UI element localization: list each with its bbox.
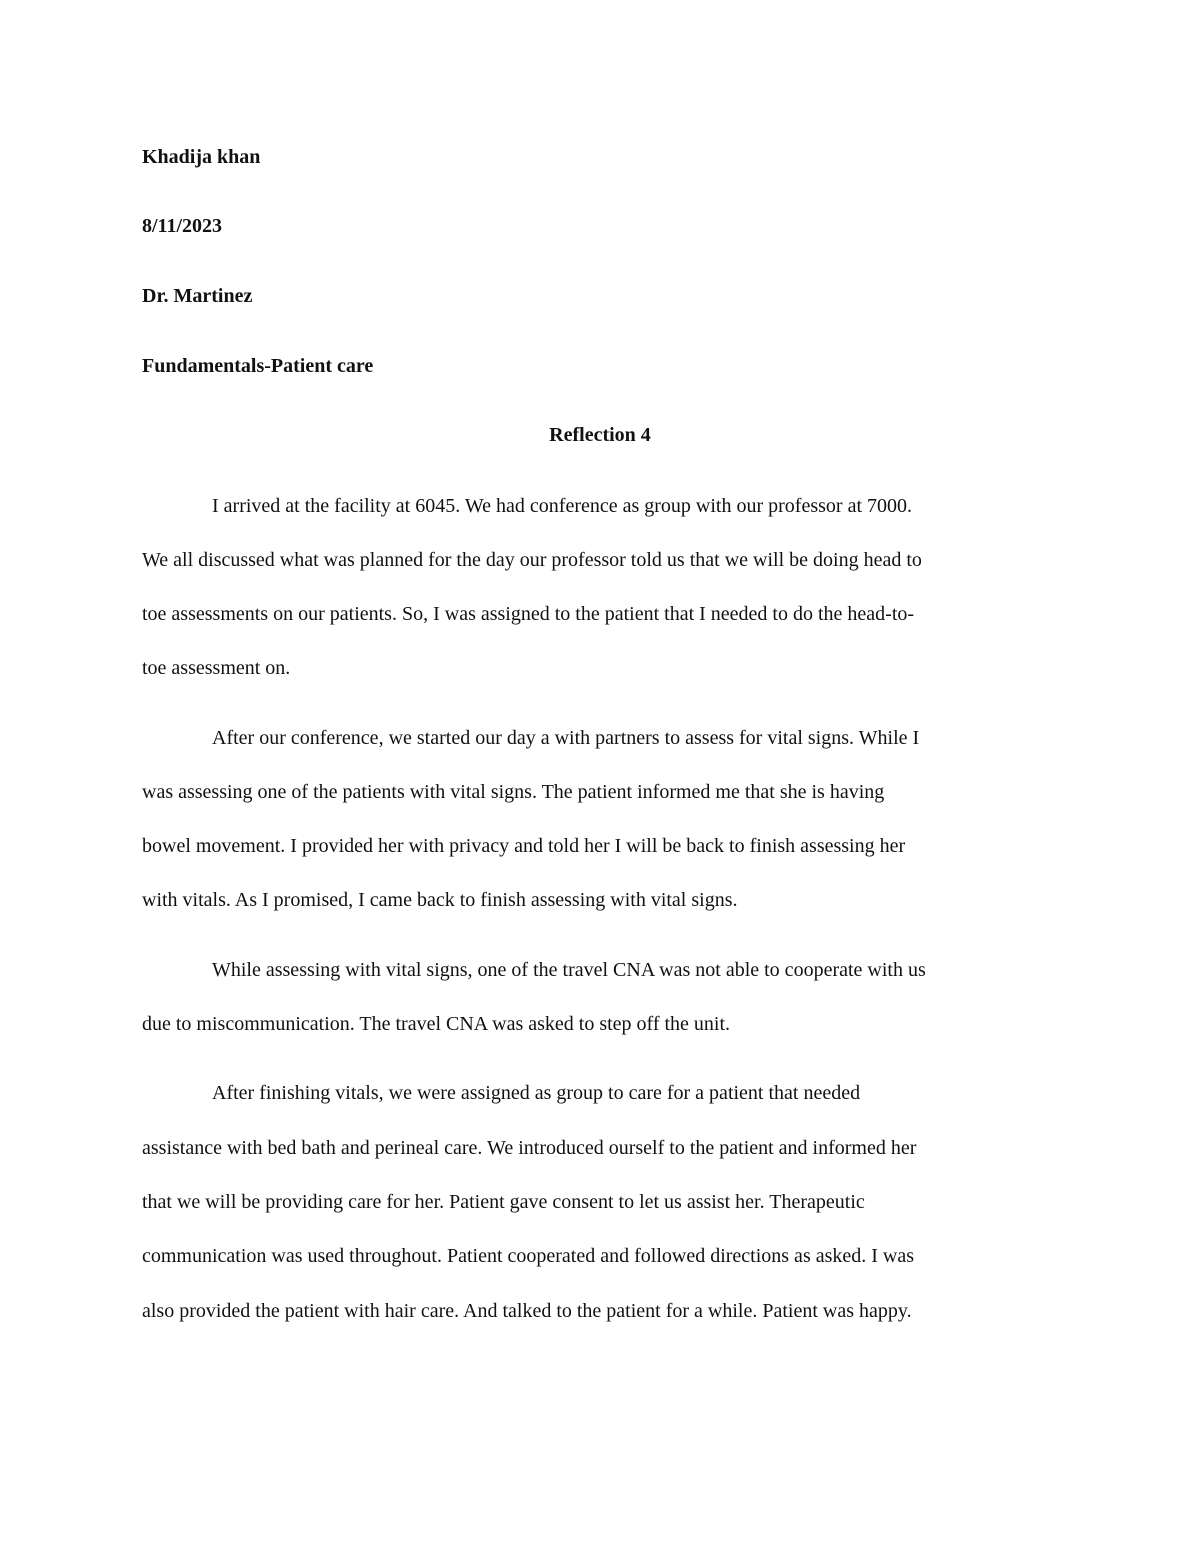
paragraph-line: communication was used throughout. Patient cooperated and followed directions as asked. I was [142, 1245, 915, 1267]
course-name: Fundamentals-Patient care [142, 355, 374, 377]
paragraph-line: While assessing with vital signs, one of the travel CNA was not able to cooperate with us [212, 959, 926, 981]
paragraph-line: After our conference, we started our day a with partners to assess for vital signs. While I [212, 727, 920, 749]
assignment-date: 8/11/2023 [142, 215, 223, 237]
paragraph-line: We all discussed what was planned for the day our professor told us that we will be doing head to [142, 549, 922, 571]
paragraph-line: with vitals. As I promised, I came back to finish assessing with vital signs. [142, 889, 738, 911]
paragraph-line: I arrived at the facility at 6045. We had conference as group with our professor at 7000. [212, 495, 912, 517]
paragraph-line: toe assessment on. [142, 657, 291, 679]
paragraph-line: bowel movement. I provided her with privacy and told her I will be back to finish assessing her [142, 835, 906, 857]
paragraph-line: After finishing vitals, we were assigned as group to care for a patient that needed [212, 1082, 861, 1104]
paragraph-line: due to miscommunication. The travel CNA was asked to step off the unit. [142, 1013, 731, 1035]
paragraph-line: was assessing one of the patients with vital signs. The patient informed me that she is having [142, 781, 885, 803]
document-title: Reflection 4 [549, 424, 651, 446]
paragraph-line: also provided the patient with hair care. And talked to the patient for a while. Patient was happy. [142, 1300, 912, 1322]
paragraph-line: toe assessments on our patients. So, I was assigned to the patient that I needed to do the head-to- [142, 603, 915, 625]
paragraph-line: that we will be providing care for her. Patient gave consent to let us assist her. Therapeutic [142, 1191, 865, 1213]
paragraph-line: assistance with bed bath and perineal care. We introduced ourself to the patient and informed her [142, 1137, 917, 1159]
instructor-name: Dr. Martinez [142, 285, 253, 307]
student-name: Khadija khan [142, 146, 261, 168]
